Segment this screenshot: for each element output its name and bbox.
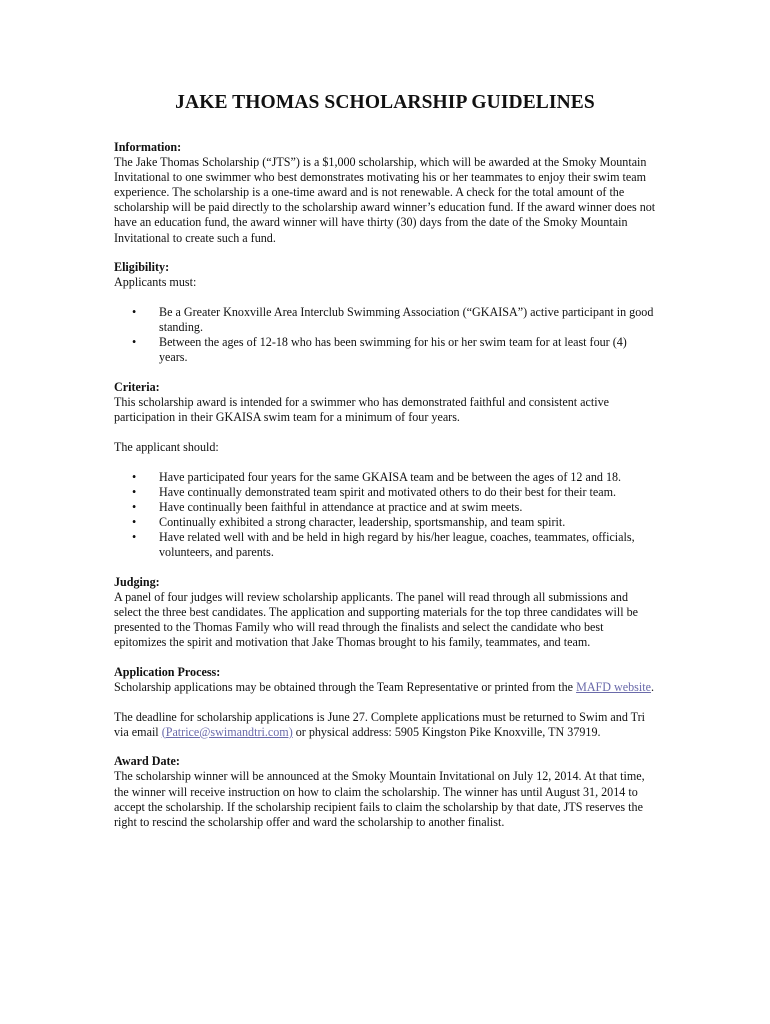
criteria-intro: The applicant should: (114, 439, 219, 454)
list-item-text: Have continually been faithful in attendance at practice and at swim meets. (159, 499, 523, 514)
bullet-icon: • (132, 499, 137, 514)
criteria-list (114, 470, 656, 561)
list-item-text: Between the ages of 12-18 who has been swimming for his or her swim team for at least four (4) years. (159, 335, 627, 365)
criteria-heading: Criteria: (114, 380, 160, 394)
list-item (114, 500, 656, 515)
list-item (114, 305, 656, 335)
list-item (114, 335, 656, 365)
list-item (114, 470, 656, 485)
bullet-icon: • (132, 469, 137, 484)
application-heading: Application Process: (114, 664, 221, 679)
deadline-text-end: or physical address: 5905 Kingston Pike Knoxville, TN 37919. (292, 724, 601, 739)
criteria-section (114, 380, 656, 560)
document-body (114, 140, 656, 844)
list-item-text: Have continually demonstrated team spirit and motivated others to do their best for their team. (159, 484, 617, 499)
information-heading: Information: (114, 140, 182, 154)
application-text: Scholarship applications may be obtained through the Team Representative or printed from the (114, 679, 577, 694)
eligibility-heading: Eligibility: (114, 260, 170, 275)
judging-section (114, 575, 656, 650)
information-section (114, 140, 656, 246)
application-section (114, 665, 656, 740)
bullet-icon: • (132, 484, 137, 499)
application-text-end: . (650, 679, 655, 694)
eligibility-section (114, 260, 656, 365)
criteria-text: This scholarship award is intended for a swimmer who has demonstrated faithful and consistent active participation in their GKAISA swim team for a minimum of four years. (114, 395, 610, 425)
bullet-icon: • (132, 529, 137, 544)
award-date-section (114, 754, 656, 829)
document-title: JAKE THOMAS SCHOLARSHIP GUIDELINES (175, 92, 595, 113)
bullet-icon: • (132, 514, 137, 529)
list-item-text: Have participated four years for the same GKAISA team and be between the ages of 12 and 18. (159, 469, 622, 484)
list-item-text: Continually exhibited a strong character, leadership, sportsmanship, and team spirit. (159, 514, 566, 529)
deadline-text: The deadline for scholarship applications is June 27. Complete applications must be returned to Swim and Tri via email (114, 709, 646, 739)
eligibility-list (114, 305, 656, 365)
list-item (114, 485, 656, 500)
list-item-text: Be a Greater Knoxville Area Interclub Swimming Association (“GKAISA”) active participant in good standing. (159, 305, 654, 335)
eligibility-intro: Applicants must: (114, 275, 197, 290)
list-item (114, 530, 656, 560)
list-item (114, 515, 656, 530)
award-date-heading: Award Date: (114, 754, 180, 769)
application-paragraph (114, 680, 656, 695)
bullet-icon: • (132, 305, 137, 320)
judging-text: A panel of four judges will review scholarship applicants. The panel will read through all submissions and select the three best candidates. The application and supporting materials for the top three candidates will be presented to the Thomas Family who will read through the finalists and select the candidate who best epitomizes the spirit and motivation that Jake Thomas brought to his family, teammates, and team. (114, 589, 638, 650)
list-item-text: Have related well with and be held in high regard by his/her league, coaches, teammates, officials, volunteers, and parents. (159, 529, 635, 560)
email-link[interactable]: (Patrice@swimandtri.com) (161, 724, 293, 739)
deadline-paragraph (114, 710, 656, 740)
award-date-text: The scholarship winner will be announced at the Smoky Mountain Invitational on July 12, 2014. At that time, the winner will receive instruction on how to claim the scholarship. The winner has until August 31, 2014 to accept the scholarship. If the scholarship recipient fails to claim the scholarship by that date, JTS reserves the right to rescind the scholarship offer and ward the scholarship to another finalist. (114, 769, 645, 829)
information-text: The Jake Thomas Scholarship (“JTS”) is a $1,000 scholarship, which will be awarded at the Smoky Mountain Invitational to one swimmer who best demonstrates motivating his or her teammates to enjoy their swim team experience. The scholarship is a one-time award and is not renewable. A check for the total amount of the scholarship will be paid directly to the scholarship award winner’s education fund. If the award winner does not have an education fund, the award winner will have thirty (30) days from the date of the Smoky Mountain Invitational to create such a fund. (114, 155, 656, 245)
bullet-icon: • (132, 335, 137, 350)
judging-heading: Judging: (114, 574, 160, 589)
mafd-website-link[interactable]: MAFD website (576, 679, 651, 694)
